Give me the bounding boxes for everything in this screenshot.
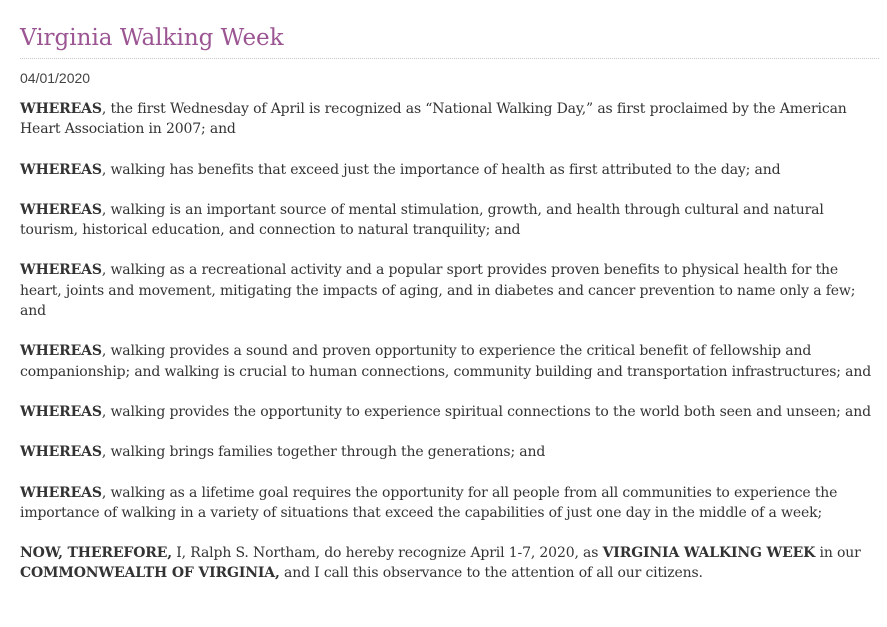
whereas-label: WHEREAS: [20, 403, 102, 420]
whereas-clause-8: [20, 483, 879, 524]
clause-text: , the first Wednesday of April is recognized as “National Walking Day,” as first proclaimed by the American Heart Association in 2007; and: [20, 101, 847, 138]
clause-text: , walking provides a sound and proven opportunity to experience the critical benefit of fellowship and companionship; and walking is crucial to human connections, community building and transportation infrastructures; and: [20, 343, 872, 380]
clause-text: , walking brings families together through the generations; and: [101, 444, 546, 461]
whereas-clause-4: [20, 260, 879, 321]
clause-text: , walking as a recreational activity and a popular sport provides proven benefits to physical health for the heart, joints and movement, mitigating the impacts of aging, and in diabetes and cancer prevention to name only a few; and: [20, 262, 856, 320]
clause-text: , walking is an important source of mental stimulation, growth, and health through cultural and natural tourism, historical education, and connection to natural tranquility; and: [20, 201, 824, 239]
clause-text: , walking has benefits that exceed just the importance of health as first attributed to the day; and: [101, 161, 781, 178]
proclamation-conclusion: [20, 543, 879, 584]
whereas-clause-1: [20, 99, 879, 140]
now-therefore-label: NOW, THEREFORE,: [20, 545, 172, 562]
commonwealth-name: COMMONWEALTH OF VIRGINIA,: [20, 565, 280, 582]
clause-text: , walking as a lifetime goal requires the opportunity for all people from all communities to experience the importance of walking in a variety of situations that exceed the capabilities of just one day in the middle of a week;: [20, 484, 838, 521]
conclusion-text: and I call this observance to the attention of all our citizens.: [279, 565, 703, 582]
whereas-label: WHEREAS: [20, 343, 102, 360]
whereas-label: WHEREAS: [20, 484, 102, 501]
publish-date: 04/01/2020: [20, 70, 91, 86]
clause-text: , walking provides the opportunity to experience spiritual connections to the world both seen and unseen; and: [101, 403, 871, 420]
whereas-label: WHEREAS: [20, 262, 102, 279]
whereas-clause-2: [20, 160, 879, 180]
whereas-label: WHEREAS: [20, 444, 102, 461]
whereas-clause-6: [20, 402, 879, 422]
whereas-clause-5: [20, 341, 879, 382]
conclusion-text: in our: [815, 545, 861, 562]
whereas-label: WHEREAS: [20, 161, 102, 178]
whereas-label: WHEREAS: [20, 201, 102, 218]
title-divider: [20, 58, 879, 59]
event-name: VIRGINIA WALKING WEEK: [602, 545, 816, 562]
conclusion-text: I, Ralph S. Northam, do hereby recognize April 1-7, 2020, as: [171, 545, 603, 562]
whereas-clause-7: [20, 442, 879, 462]
whereas-label: WHEREAS: [20, 101, 102, 117]
whereas-clause-3: [20, 200, 879, 241]
page-title: Virginia Walking Week: [20, 25, 284, 51]
